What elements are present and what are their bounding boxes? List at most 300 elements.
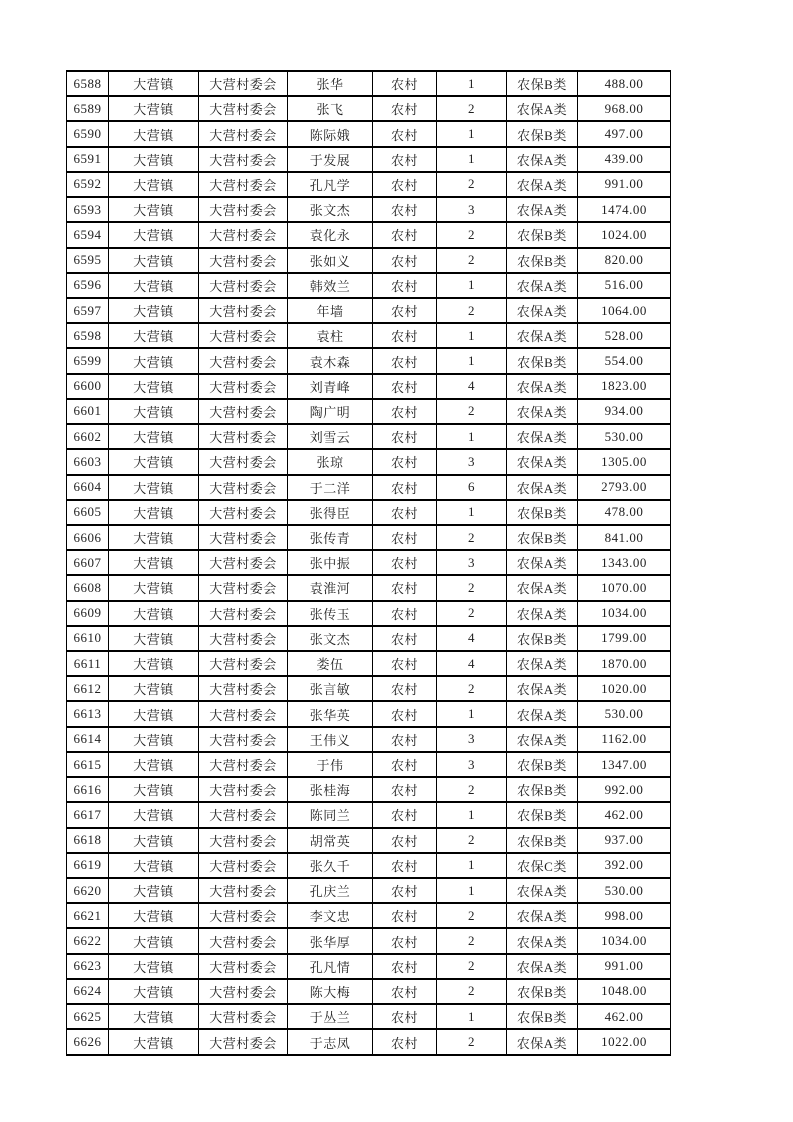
table-row [67, 853, 671, 878]
serial-number: 6609 [67, 601, 109, 626]
person-count: 2 [437, 96, 507, 121]
table-row [67, 96, 671, 121]
person-name: 张华英 [288, 701, 373, 726]
residence-type: 农村 [373, 802, 437, 827]
insurance-category: 农保B类 [507, 802, 578, 827]
person-count: 4 [437, 626, 507, 651]
table-row [67, 298, 671, 323]
town-name: 大营镇 [109, 273, 199, 298]
residence-type: 农村 [373, 928, 437, 953]
table-row [67, 348, 671, 373]
town-name: 大营镇 [109, 626, 199, 651]
residence-type: 农村 [373, 475, 437, 500]
residence-type: 农村 [373, 147, 437, 172]
person-count: 1 [437, 348, 507, 373]
village-committee: 大营村委会 [199, 802, 288, 827]
serial-number: 6618 [67, 828, 109, 853]
serial-number: 6600 [67, 374, 109, 399]
person-count: 3 [437, 752, 507, 777]
village-committee: 大营村委会 [199, 121, 288, 146]
village-committee: 大营村委会 [199, 248, 288, 273]
person-count: 1 [437, 424, 507, 449]
residence-type: 农村 [373, 197, 437, 222]
person-count: 6 [437, 475, 507, 500]
person-count: 2 [437, 954, 507, 979]
table-row [67, 172, 671, 197]
town-name: 大营镇 [109, 954, 199, 979]
serial-number: 6595 [67, 248, 109, 273]
table-row [67, 121, 671, 146]
person-name: 陈大梅 [288, 979, 373, 1004]
residence-type: 农村 [373, 626, 437, 651]
table-row [67, 399, 671, 424]
amount: 1020.00 [578, 676, 671, 701]
village-committee: 大营村委会 [199, 374, 288, 399]
residence-type: 农村 [373, 651, 437, 676]
person-name: 袁淮河 [288, 575, 373, 600]
insurance-category: 农保B类 [507, 348, 578, 373]
residence-type: 农村 [373, 979, 437, 1004]
village-committee: 大营村委会 [199, 601, 288, 626]
serial-number: 6590 [67, 121, 109, 146]
person-name: 娄伍 [288, 651, 373, 676]
village-committee: 大营村委会 [199, 828, 288, 853]
person-name: 孔凡情 [288, 954, 373, 979]
residence-type: 农村 [373, 273, 437, 298]
town-name: 大营镇 [109, 424, 199, 449]
amount: 1347.00 [578, 752, 671, 777]
serial-number: 6613 [67, 701, 109, 726]
table-row [67, 626, 671, 651]
insurance-category: 农保A类 [507, 550, 578, 575]
table-row [67, 500, 671, 525]
amount: 992.00 [578, 777, 671, 802]
insurance-category: 农保C类 [507, 853, 578, 878]
amount: 478.00 [578, 500, 671, 525]
town-name: 大营镇 [109, 71, 199, 96]
insurance-category: 农保A类 [507, 676, 578, 701]
town-name: 大营镇 [109, 500, 199, 525]
insurance-category: 农保B类 [507, 626, 578, 651]
amount: 1343.00 [578, 550, 671, 575]
village-committee: 大营村委会 [199, 903, 288, 928]
person-name: 张久千 [288, 853, 373, 878]
residence-type: 农村 [373, 777, 437, 802]
town-name: 大营镇 [109, 298, 199, 323]
residence-type: 农村 [373, 96, 437, 121]
table-row [67, 878, 671, 903]
person-name: 张华厚 [288, 928, 373, 953]
serial-number: 6593 [67, 197, 109, 222]
amount: 1162.00 [578, 727, 671, 752]
residence-type: 农村 [373, 348, 437, 373]
insurance-category: 农保A类 [507, 727, 578, 752]
insurance-category: 农保A类 [507, 323, 578, 348]
person-count: 2 [437, 828, 507, 853]
person-count: 2 [437, 1029, 507, 1055]
village-committee: 大营村委会 [199, 701, 288, 726]
person-name: 孔庆兰 [288, 878, 373, 903]
town-name: 大营镇 [109, 121, 199, 146]
insurance-category: 农保B类 [507, 828, 578, 853]
insurance-category: 农保A类 [507, 1029, 578, 1055]
town-name: 大营镇 [109, 701, 199, 726]
table-row [67, 222, 671, 247]
village-committee: 大营村委会 [199, 525, 288, 550]
residence-type: 农村 [373, 878, 437, 903]
person-count: 1 [437, 147, 507, 172]
insurance-category: 农保A类 [507, 424, 578, 449]
person-name: 王伟义 [288, 727, 373, 752]
town-name: 大营镇 [109, 475, 199, 500]
table-row [67, 802, 671, 827]
serial-number: 6601 [67, 399, 109, 424]
table-row [67, 601, 671, 626]
person-count: 1 [437, 853, 507, 878]
serial-number: 6592 [67, 172, 109, 197]
residence-type: 农村 [373, 222, 437, 247]
table-row [67, 928, 671, 953]
insurance-category: 农保B类 [507, 752, 578, 777]
town-name: 大营镇 [109, 601, 199, 626]
table-row [67, 1004, 671, 1029]
person-count: 1 [437, 802, 507, 827]
town-name: 大营镇 [109, 903, 199, 928]
table-row [67, 424, 671, 449]
person-count: 3 [437, 727, 507, 752]
village-committee: 大营村委会 [199, 928, 288, 953]
residence-type: 农村 [373, 172, 437, 197]
residence-type: 农村 [373, 71, 437, 96]
amount: 1048.00 [578, 979, 671, 1004]
insurance-category: 农保B类 [507, 525, 578, 550]
person-name: 张琼 [288, 449, 373, 474]
table-row [67, 197, 671, 222]
town-name: 大营镇 [109, 575, 199, 600]
person-count: 2 [437, 777, 507, 802]
town-name: 大营镇 [109, 828, 199, 853]
residence-type: 农村 [373, 701, 437, 726]
amount: 497.00 [578, 121, 671, 146]
insurance-category: 农保A类 [507, 298, 578, 323]
serial-number: 6623 [67, 954, 109, 979]
town-name: 大营镇 [109, 248, 199, 273]
village-committee: 大营村委会 [199, 222, 288, 247]
amount: 1823.00 [578, 374, 671, 399]
village-committee: 大营村委会 [199, 954, 288, 979]
village-committee: 大营村委会 [199, 575, 288, 600]
serial-number: 6602 [67, 424, 109, 449]
table-row [67, 676, 671, 701]
serial-number: 6625 [67, 1004, 109, 1029]
residence-type: 农村 [373, 853, 437, 878]
person-name: 韩效兰 [288, 273, 373, 298]
village-committee: 大营村委会 [199, 676, 288, 701]
residence-type: 农村 [373, 601, 437, 626]
person-name: 李文忠 [288, 903, 373, 928]
residence-type: 农村 [373, 828, 437, 853]
table-row [67, 71, 671, 96]
insurance-category: 农保A类 [507, 399, 578, 424]
village-committee: 大营村委会 [199, 399, 288, 424]
insurance-category: 农保A类 [507, 575, 578, 600]
village-committee: 大营村委会 [199, 71, 288, 96]
village-committee: 大营村委会 [199, 727, 288, 752]
serial-number: 6589 [67, 96, 109, 121]
serial-number: 6611 [67, 651, 109, 676]
person-count: 1 [437, 273, 507, 298]
person-name: 胡常英 [288, 828, 373, 853]
insurance-category: 农保B类 [507, 222, 578, 247]
amount: 1064.00 [578, 298, 671, 323]
person-name: 张桂海 [288, 777, 373, 802]
town-name: 大营镇 [109, 550, 199, 575]
insurance-category: 农保A类 [507, 475, 578, 500]
town-name: 大营镇 [109, 1029, 199, 1055]
village-committee: 大营村委会 [199, 979, 288, 1004]
serial-number: 6622 [67, 928, 109, 953]
person-count: 1 [437, 878, 507, 903]
town-name: 大营镇 [109, 979, 199, 1004]
person-name: 孔凡学 [288, 172, 373, 197]
person-count: 4 [437, 374, 507, 399]
table-row [67, 147, 671, 172]
village-committee: 大营村委会 [199, 777, 288, 802]
serial-number: 6606 [67, 525, 109, 550]
person-name: 袁木森 [288, 348, 373, 373]
town-name: 大营镇 [109, 172, 199, 197]
town-name: 大营镇 [109, 197, 199, 222]
town-name: 大营镇 [109, 853, 199, 878]
residence-type: 农村 [373, 676, 437, 701]
person-name: 张文杰 [288, 197, 373, 222]
residence-type: 农村 [373, 525, 437, 550]
village-committee: 大营村委会 [199, 197, 288, 222]
serial-number: 6603 [67, 449, 109, 474]
person-name: 陈同兰 [288, 802, 373, 827]
amount: 2793.00 [578, 475, 671, 500]
person-count: 2 [437, 903, 507, 928]
town-name: 大营镇 [109, 878, 199, 903]
serial-number: 6612 [67, 676, 109, 701]
amount: 488.00 [578, 71, 671, 96]
town-name: 大营镇 [109, 348, 199, 373]
table-row [67, 475, 671, 500]
insurance-category: 农保B类 [507, 121, 578, 146]
residence-type: 农村 [373, 752, 437, 777]
person-name: 于志凤 [288, 1029, 373, 1055]
serial-number: 6608 [67, 575, 109, 600]
serial-number: 6624 [67, 979, 109, 1004]
village-committee: 大营村委会 [199, 323, 288, 348]
serial-number: 6597 [67, 298, 109, 323]
town-name: 大营镇 [109, 96, 199, 121]
amount: 968.00 [578, 96, 671, 121]
residence-type: 农村 [373, 248, 437, 273]
village-committee: 大营村委会 [199, 96, 288, 121]
insurance-category: 农保A类 [507, 601, 578, 626]
person-count: 2 [437, 172, 507, 197]
person-name: 张飞 [288, 96, 373, 121]
person-count: 2 [437, 298, 507, 323]
person-name: 陈际娥 [288, 121, 373, 146]
amount: 554.00 [578, 348, 671, 373]
insurance-category: 农保B类 [507, 500, 578, 525]
town-name: 大营镇 [109, 777, 199, 802]
village-committee: 大营村委会 [199, 626, 288, 651]
insurance-category: 农保A类 [507, 954, 578, 979]
table-row [67, 575, 671, 600]
residence-type: 农村 [373, 424, 437, 449]
amount: 1034.00 [578, 601, 671, 626]
town-name: 大营镇 [109, 449, 199, 474]
serial-number: 6620 [67, 878, 109, 903]
insurance-category: 农保A类 [507, 903, 578, 928]
amount: 1305.00 [578, 449, 671, 474]
person-name: 刘青峰 [288, 374, 373, 399]
insurance-category: 农保B类 [507, 777, 578, 802]
person-count: 1 [437, 71, 507, 96]
amount: 1474.00 [578, 197, 671, 222]
town-name: 大营镇 [109, 802, 199, 827]
village-committee: 大营村委会 [199, 550, 288, 575]
table-row [67, 651, 671, 676]
insurance-category: 农保A类 [507, 651, 578, 676]
table-row [67, 828, 671, 853]
person-count: 1 [437, 701, 507, 726]
amount: 998.00 [578, 903, 671, 928]
residence-type: 农村 [373, 954, 437, 979]
town-name: 大营镇 [109, 222, 199, 247]
town-name: 大营镇 [109, 928, 199, 953]
serial-number: 6588 [67, 71, 109, 96]
person-count: 3 [437, 550, 507, 575]
village-committee: 大营村委会 [199, 853, 288, 878]
amount: 528.00 [578, 323, 671, 348]
person-count: 2 [437, 525, 507, 550]
person-count: 2 [437, 601, 507, 626]
person-name: 张言敏 [288, 676, 373, 701]
town-name: 大营镇 [109, 374, 199, 399]
table-row [67, 727, 671, 752]
person-name: 陶广明 [288, 399, 373, 424]
serial-number: 6605 [67, 500, 109, 525]
person-name: 袁化永 [288, 222, 373, 247]
person-name: 刘雪云 [288, 424, 373, 449]
person-count: 2 [437, 676, 507, 701]
person-count: 1 [437, 1004, 507, 1029]
person-name: 张华 [288, 71, 373, 96]
serial-number: 6604 [67, 475, 109, 500]
amount: 462.00 [578, 802, 671, 827]
town-name: 大营镇 [109, 676, 199, 701]
person-count: 2 [437, 575, 507, 600]
person-name: 于发展 [288, 147, 373, 172]
residence-type: 农村 [373, 727, 437, 752]
table-row [67, 701, 671, 726]
residence-type: 农村 [373, 449, 437, 474]
town-name: 大营镇 [109, 323, 199, 348]
residence-type: 农村 [373, 500, 437, 525]
serial-number: 6599 [67, 348, 109, 373]
person-count: 2 [437, 928, 507, 953]
amount: 1799.00 [578, 626, 671, 651]
village-committee: 大营村委会 [199, 147, 288, 172]
village-committee: 大营村委会 [199, 878, 288, 903]
table-row [67, 1029, 671, 1055]
insurance-category: 农保B类 [507, 248, 578, 273]
person-name: 张中振 [288, 550, 373, 575]
insurance-category: 农保B类 [507, 979, 578, 1004]
serial-number: 6616 [67, 777, 109, 802]
amount: 439.00 [578, 147, 671, 172]
amount: 530.00 [578, 878, 671, 903]
village-committee: 大营村委会 [199, 500, 288, 525]
serial-number: 6607 [67, 550, 109, 575]
amount: 991.00 [578, 954, 671, 979]
insurance-category: 农保B类 [507, 71, 578, 96]
person-count: 1 [437, 500, 507, 525]
person-count: 4 [437, 651, 507, 676]
insurance-category: 农保A类 [507, 273, 578, 298]
village-committee: 大营村委会 [199, 273, 288, 298]
person-name: 于伟 [288, 752, 373, 777]
serial-number: 6621 [67, 903, 109, 928]
person-count: 1 [437, 323, 507, 348]
village-committee: 大营村委会 [199, 172, 288, 197]
amount: 841.00 [578, 525, 671, 550]
person-count: 3 [437, 449, 507, 474]
table-row [67, 752, 671, 777]
amount: 392.00 [578, 853, 671, 878]
serial-number: 6619 [67, 853, 109, 878]
insurance-category: 农保A类 [507, 449, 578, 474]
residence-type: 农村 [373, 903, 437, 928]
serial-number: 6615 [67, 752, 109, 777]
village-committee: 大营村委会 [199, 348, 288, 373]
amount: 934.00 [578, 399, 671, 424]
person-count: 2 [437, 222, 507, 247]
village-committee: 大营村委会 [199, 449, 288, 474]
residence-type: 农村 [373, 323, 437, 348]
person-name: 于二洋 [288, 475, 373, 500]
serial-number: 6617 [67, 802, 109, 827]
amount: 530.00 [578, 701, 671, 726]
village-committee: 大营村委会 [199, 651, 288, 676]
person-name: 年墙 [288, 298, 373, 323]
amount: 1022.00 [578, 1029, 671, 1055]
serial-number: 6596 [67, 273, 109, 298]
village-committee: 大营村委会 [199, 1029, 288, 1055]
residence-type: 农村 [373, 298, 437, 323]
table-row [67, 273, 671, 298]
insurance-category: 农保A类 [507, 96, 578, 121]
serial-number: 6598 [67, 323, 109, 348]
amount: 937.00 [578, 828, 671, 853]
amount: 516.00 [578, 273, 671, 298]
amount: 991.00 [578, 172, 671, 197]
town-name: 大营镇 [109, 525, 199, 550]
village-committee: 大营村委会 [199, 298, 288, 323]
table-row [67, 979, 671, 1004]
residence-type: 农村 [373, 1004, 437, 1029]
town-name: 大营镇 [109, 399, 199, 424]
table-row [67, 248, 671, 273]
person-count: 1 [437, 121, 507, 146]
residence-type: 农村 [373, 121, 437, 146]
table-row [67, 777, 671, 802]
residence-type: 农村 [373, 399, 437, 424]
